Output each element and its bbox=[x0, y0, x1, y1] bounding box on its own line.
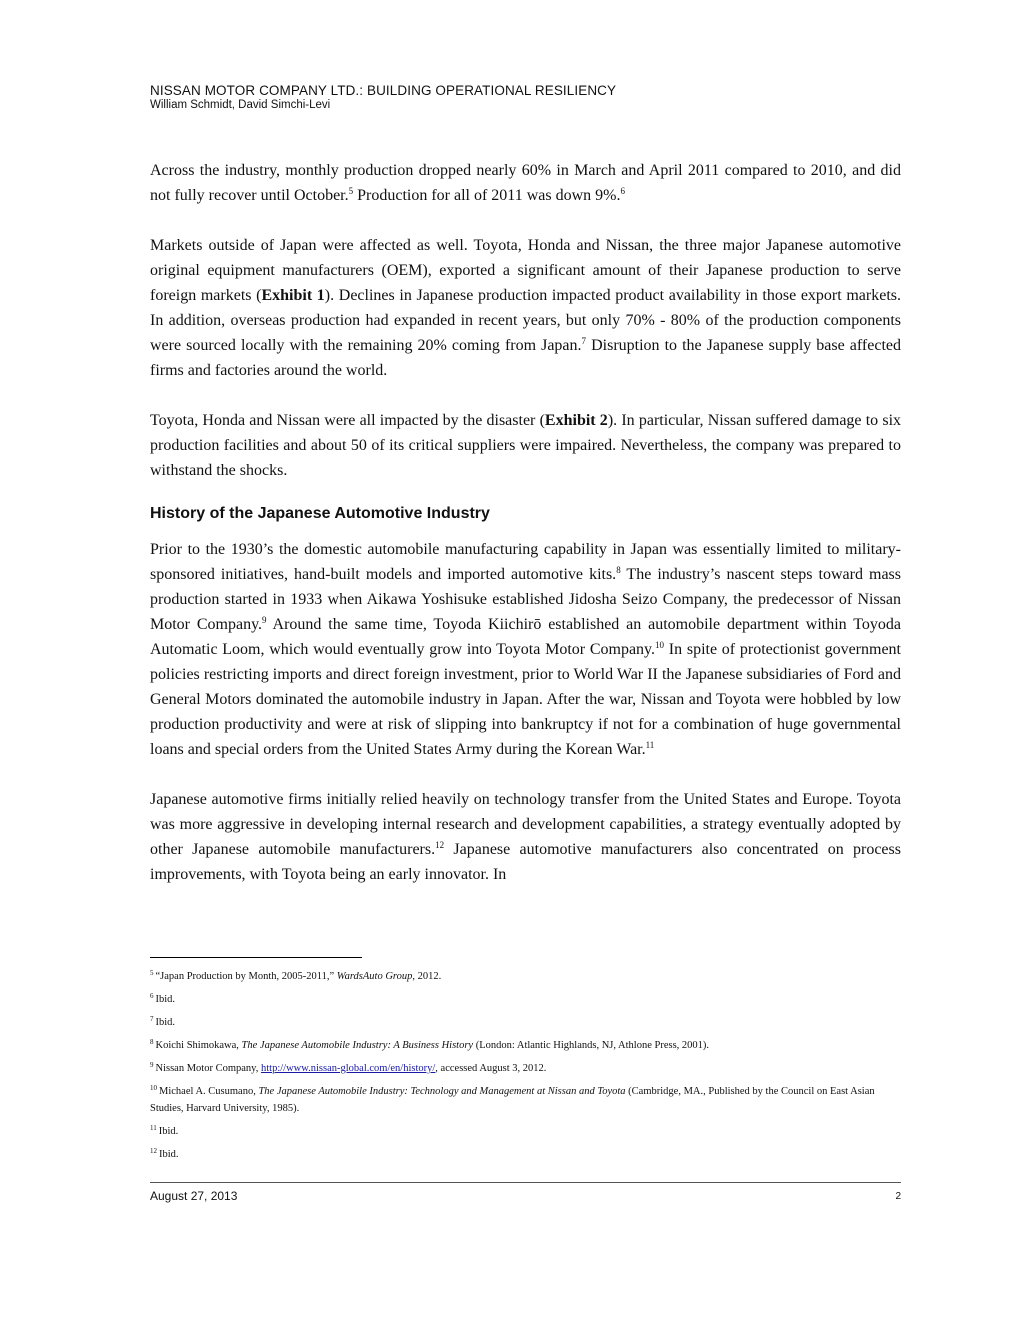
footnote-5: $^5$ “Japan Production by Month, 2005-2011,” WardsAuto Group, 2012. bbox=[150, 969, 442, 982]
paragraph-1: Across the industry, monthly production dropped nearly 60% in March and April 2011 compared to 2010, and did not fully recover until October.$^5$ Production for all of 2011 was down 9%.$^6$ bbox=[150, 162, 901, 204]
body-text bbox=[150, 158, 901, 887]
footnote-8: $^8$ Koichi Shimokawa, The Japanese Automobile Industry: A Business History (London: Atlantic Highlands, NJ, Athlone Press, 2001). bbox=[150, 1038, 710, 1051]
footnote-12: $^{12}$ Ibid. bbox=[150, 1147, 179, 1160]
footnote-ref-8[interactable]: 8 bbox=[616, 565, 621, 575]
footnotes bbox=[150, 968, 901, 1169]
footnote-6: $^6$ Ibid. bbox=[150, 992, 176, 1005]
footnote-ref-6[interactable]: 6 bbox=[620, 186, 625, 196]
footnote-separator bbox=[150, 957, 362, 958]
paragraph-5: Japanese automotive firms initially relied heavily on technology transfer from the United States and Europe. Toyota was more aggressive in developing internal research and development capabilities, a strategy eventually adopted by other Japanese automobile manufacturers.$^{12}$ Japanese automotive manufacturers also concentrated on process improvements, with Toyota being an early innovator. In bbox=[150, 791, 901, 883]
exhibit-2-reference: Exhibit 2 bbox=[544, 412, 608, 429]
paragraph-4: Prior to the 1930’s the domestic automobile manufacturing capability in Japan was essentially limited to military-sponsored initiatives, hand-built models and imported automotive kits.$^8$ The industry’s nascent steps toward mass production started in 1933 when Aikawa Yoshisuke established Jidosha Seizo Company, the predecessor of Nissan Motor Company.$^9$ Around the same time, Toyoda Kiichirō established an automobile department within Toyoda Automatic Loom, which would eventually grow into Toyota Motor Company.$^{10}$ In spite of protectionist government policies restricting imports and direct foreign investment, prior to World War II the Japanese subsidiaries of Ford and General Motors dominated the automobile industry in Japan. After the war, Nissan and Toyota were hobbled by low production productivity and were at risk of slipping into bankruptcy if not for a combination of huge governmental loans and special orders from the United States Army during the Korean War.$^{11}$ bbox=[150, 541, 902, 758]
footnote-11: $^{11}$ Ibid. bbox=[150, 1124, 179, 1137]
footnote-ref-7[interactable]: 7 bbox=[581, 336, 587, 346]
section-heading: History of the Japanese Automotive Industry bbox=[150, 505, 490, 522]
footnote-10: $^{10}$ Michael A. Cusumano, The Japanese Automobile Industry: Technology and Management at Nissan and Toyota (Cambridge, MA., Published by the Council on East Asian Studies, Harvard University, 1985). bbox=[150, 1084, 875, 1114]
footnote-ref-12[interactable]: 12 bbox=[435, 840, 445, 850]
footer-date: August 27, 2013 bbox=[150, 1189, 238, 1203]
footnote-ref-9[interactable]: 9 bbox=[262, 615, 267, 625]
paragraph-3: Toyota, Honda and Nissan were all impacted by the disaster (Exhibit 2). In particular, Nissan suffered damage to six production facilities and about 50 of its critical suppliers were impaired. Nevertheless, the company was prepared to withstand the shocks. bbox=[150, 412, 902, 479]
footnote-ref-5[interactable]: 5 bbox=[348, 186, 354, 196]
document-authors: William Schmidt, David Simchi-Levi bbox=[150, 99, 331, 111]
paragraph-2: Markets outside of Japan were affected as well. Toyota, Honda and Nissan, the three major Japanese automotive original equipment manufacturers (OEM), exported a significant amount of their Japanese production to serve foreign markets (Exhibit 1). Declines in Japanese production impacted product availability in those export markets. In addition, overseas production had expanded in recent years, but only 70% - 80% of the production components were sourced locally with the remaining 20% coming from Japan.$^7$ Disruption to the Japanese supply base affected firms and factories around the world. bbox=[150, 237, 902, 379]
nissan-history-link[interactable]: http://www.nissan-global.com/en/history/ bbox=[260, 1063, 436, 1074]
footnote-ref-10[interactable]: 10 bbox=[655, 640, 665, 650]
footnote-ref-11[interactable]: 11 bbox=[645, 740, 655, 750]
exhibit-1-reference: Exhibit 1 bbox=[261, 287, 325, 304]
footnote-7: $^7$ Ibid. bbox=[150, 1015, 176, 1028]
page-number: 2 bbox=[895, 1191, 901, 1202]
footer-rule bbox=[150, 1182, 901, 1183]
document-title: NISSAN MOTOR COMPANY LTD.: BUILDING OPERATIONAL RESILIENCY bbox=[150, 83, 617, 98]
page-header bbox=[150, 83, 616, 111]
footnote-9: $^9$ Nissan Motor Company, http://www.nissan-global.com/en/history/, accessed August 3, 2012. bbox=[150, 1061, 547, 1074]
